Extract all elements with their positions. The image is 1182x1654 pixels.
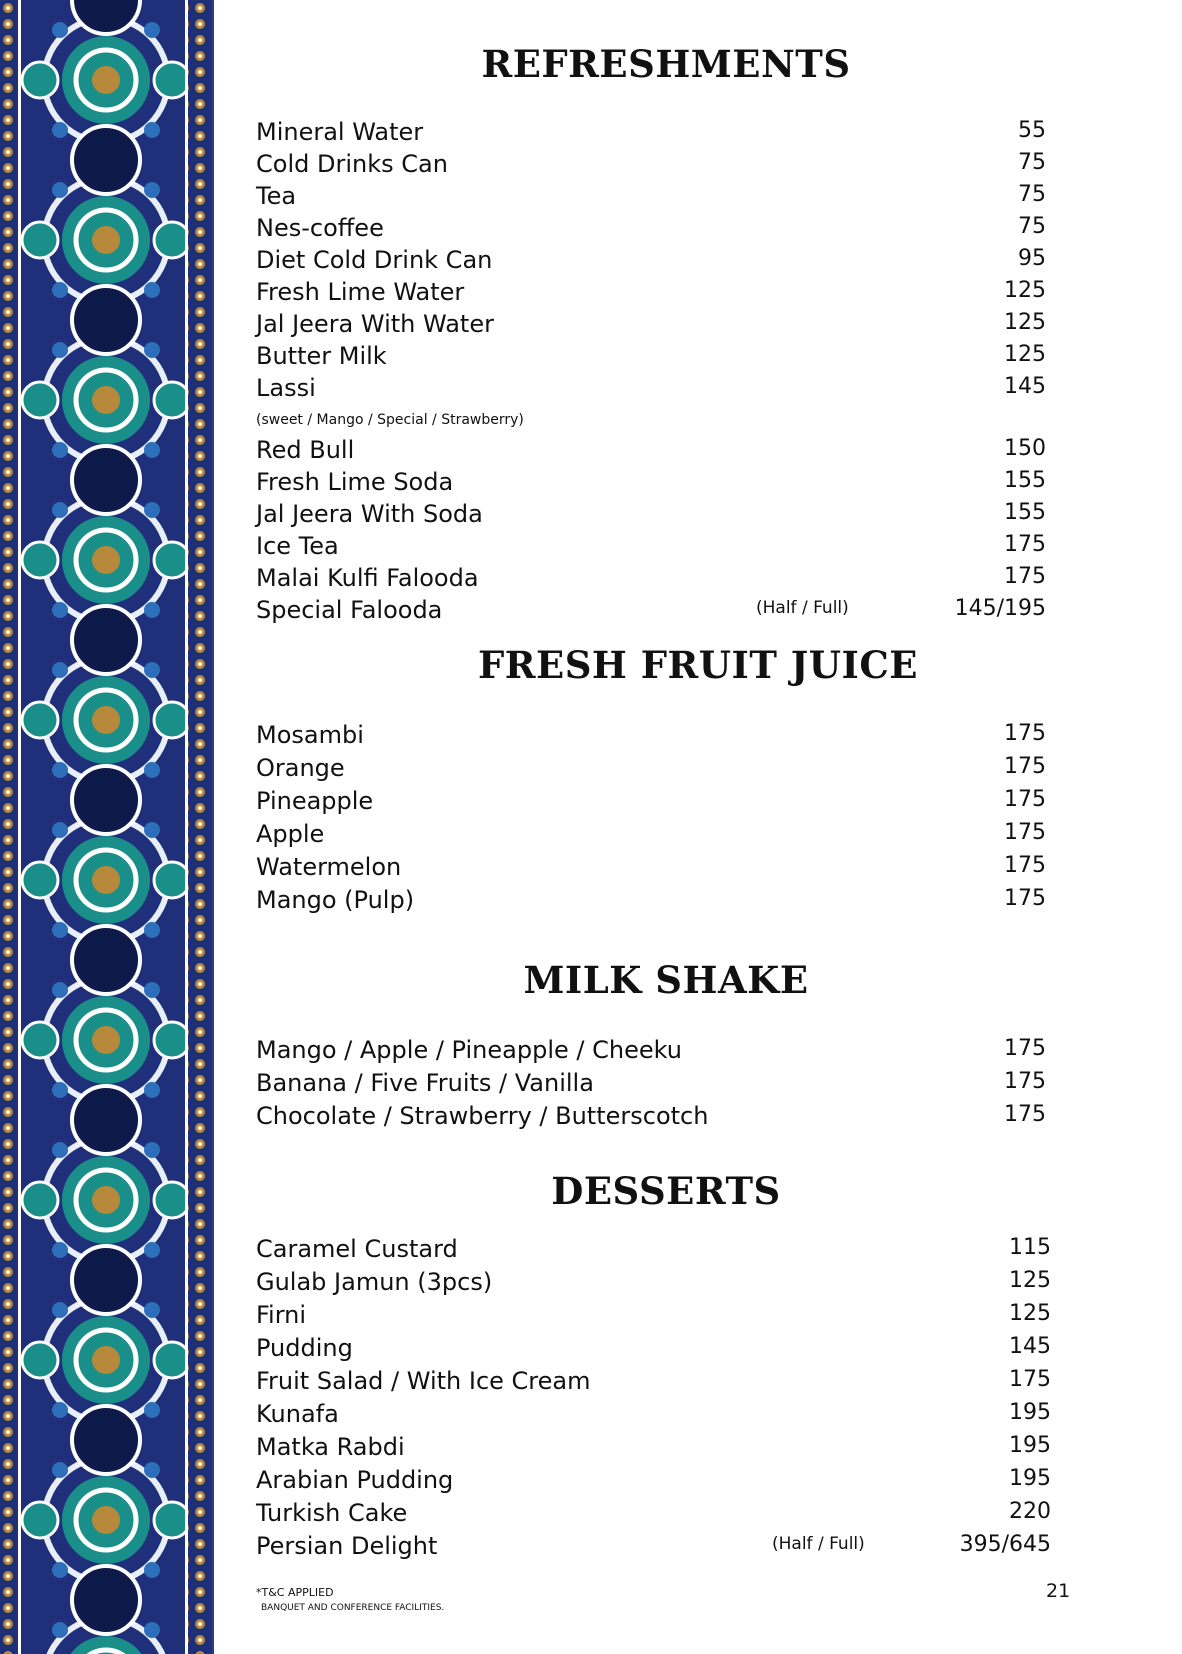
menu-item: [256, 310, 1046, 340]
item-price: 220: [1009, 1499, 1051, 1524]
menu-item: [256, 1268, 1051, 1298]
item-size: (Half / Full): [772, 1534, 865, 1554]
section-title-juice: FRESH FRUIT JUICE: [477, 643, 919, 687]
item-name: Mango / Apple / Pineapple / Cheeku: [256, 1036, 682, 1064]
item-price: 175: [1004, 1069, 1046, 1094]
item-name: Tea: [256, 182, 297, 210]
item-name: Jal Jeera With Soda: [256, 500, 483, 528]
page-number: 21: [1046, 1580, 1071, 1602]
item-price: 125: [1009, 1268, 1051, 1293]
menu-item: [256, 1334, 1051, 1364]
item-price: 145/195: [954, 596, 1046, 621]
item-name: Fresh Lime Soda: [256, 468, 454, 496]
section-title-refreshments: REFRESHMENTS: [481, 42, 851, 86]
menu-item: [256, 754, 1046, 784]
item-price: 95: [1018, 246, 1046, 271]
menu-item: [256, 1069, 1046, 1099]
menu-item: [256, 564, 1046, 594]
menu-item: [256, 1499, 1051, 1529]
menu-item: [256, 1532, 1051, 1562]
item-name: Nes-coffee: [256, 214, 384, 242]
menu-item: [256, 278, 1046, 308]
item-price: 195: [1009, 1433, 1051, 1458]
item-price: 175: [1004, 564, 1046, 589]
item-name: Orange: [256, 754, 345, 782]
item-name: Banana / Five Fruits / Vanilla: [256, 1069, 594, 1097]
item-name: Fruit Salad / With Ice Cream: [256, 1367, 591, 1395]
item-price: 175: [1004, 721, 1046, 746]
menu-item: [256, 182, 1046, 212]
menu-item: [256, 787, 1046, 817]
menu-item: [256, 1036, 1046, 1066]
item-name: Kunafa: [256, 1400, 339, 1428]
menu-item: [256, 246, 1046, 276]
menu-item: [256, 1301, 1051, 1331]
item-name: Jal Jeera With Water: [256, 310, 494, 338]
section-title-milk-shake: MILK SHAKE: [523, 958, 809, 1002]
item-price: 75: [1018, 182, 1046, 207]
item-price: 75: [1018, 214, 1046, 239]
item-price: 175: [1004, 853, 1046, 878]
item-name: Diet Cold Drink Can: [256, 246, 493, 274]
menu-item: [256, 342, 1046, 372]
menu-item: [256, 118, 1046, 148]
menu-item: [256, 853, 1046, 883]
item-name: Chocolate / Strawberry / Butterscotch: [256, 1102, 709, 1130]
item-name: Fresh Lime Water: [256, 278, 465, 306]
item-price: 125: [1009, 1301, 1051, 1326]
item-price: 155: [1004, 500, 1046, 525]
menu-item: [256, 374, 1046, 404]
item-price: 175: [1004, 754, 1046, 779]
item-price: 145: [1009, 1334, 1051, 1359]
item-price: 175: [1004, 1102, 1046, 1127]
item-name: Mosambi: [256, 721, 364, 749]
item-price: 125: [1004, 278, 1046, 303]
item-name: Pudding: [256, 1334, 353, 1362]
item-name: Pineapple: [256, 787, 374, 815]
menu-item: [256, 886, 1046, 916]
menu-item: [256, 468, 1046, 498]
item-name: Cold Drinks Can: [256, 150, 448, 178]
item-name: Malai Kulfi Falooda: [256, 564, 479, 592]
item-name: Firni: [256, 1301, 307, 1329]
item-name: Butter Milk: [256, 342, 387, 370]
item-price: 75: [1018, 150, 1046, 175]
item-name: Persian Delight: [256, 1532, 438, 1560]
border-rule: [212, 0, 214, 1654]
item-price: 115: [1009, 1235, 1051, 1260]
tile-pattern: [0, 0, 212, 1654]
item-price: 55: [1018, 118, 1046, 143]
menu-item: [256, 500, 1046, 530]
item-name: Special Falooda: [256, 596, 443, 624]
item-name: Matka Rabdi: [256, 1433, 405, 1461]
item-price: 175: [1004, 787, 1046, 812]
item-name: Caramel Custard: [256, 1235, 458, 1263]
item-name: Gulab Jamun (3pcs): [256, 1268, 493, 1296]
item-name: Turkish Cake: [256, 1499, 408, 1527]
menu-item: [256, 1102, 1046, 1132]
banquet-note: BANQUET AND CONFERENCE FACILITIES.: [261, 1603, 445, 1613]
item-price: 175: [1009, 1367, 1051, 1392]
item-name: Mineral Water: [256, 118, 424, 146]
menu-item: [256, 596, 1046, 626]
item-price: 150: [1004, 436, 1046, 461]
item-price: 175: [1004, 886, 1046, 911]
menu-item: [256, 721, 1046, 751]
item-price: 395/645: [959, 1532, 1051, 1557]
terms-note: *T&C APPLIED: [256, 1586, 334, 1599]
item-name: Red Bull: [256, 436, 355, 464]
section-title-desserts: DESSERTS: [551, 1169, 781, 1213]
menu-item: [256, 1367, 1051, 1397]
item-price: 125: [1004, 342, 1046, 367]
item-price: 195: [1009, 1400, 1051, 1425]
menu-item: [256, 1235, 1051, 1265]
item-note: (sweet / Mango / Special / Strawberry): [256, 412, 524, 428]
item-price: 155: [1004, 468, 1046, 493]
menu-item: [256, 820, 1046, 850]
item-price: 175: [1004, 820, 1046, 845]
item-price: 125: [1004, 310, 1046, 335]
item-name: Ice Tea: [256, 532, 339, 560]
menu-item: [256, 214, 1046, 244]
menu-item: [256, 1433, 1051, 1463]
menu-item: [256, 150, 1046, 180]
item-price: 145: [1004, 374, 1046, 399]
item-name: Arabian Pudding: [256, 1466, 454, 1494]
menu-item: [256, 1400, 1051, 1430]
menu-item: [256, 532, 1046, 562]
item-size: (Half / Full): [756, 598, 849, 618]
item-price: 195: [1009, 1466, 1051, 1491]
item-name: Apple: [256, 820, 325, 848]
item-name: Mango (Pulp): [256, 886, 415, 914]
item-name: Watermelon: [256, 853, 402, 881]
item-name: Lassi: [256, 374, 316, 402]
item-price: 175: [1004, 532, 1046, 557]
item-price: 175: [1004, 1036, 1046, 1061]
menu-item: [256, 1466, 1051, 1496]
decorative-border: [0, 0, 212, 1654]
menu-item: [256, 436, 1046, 466]
menu-content: [256, 0, 1116, 1654]
